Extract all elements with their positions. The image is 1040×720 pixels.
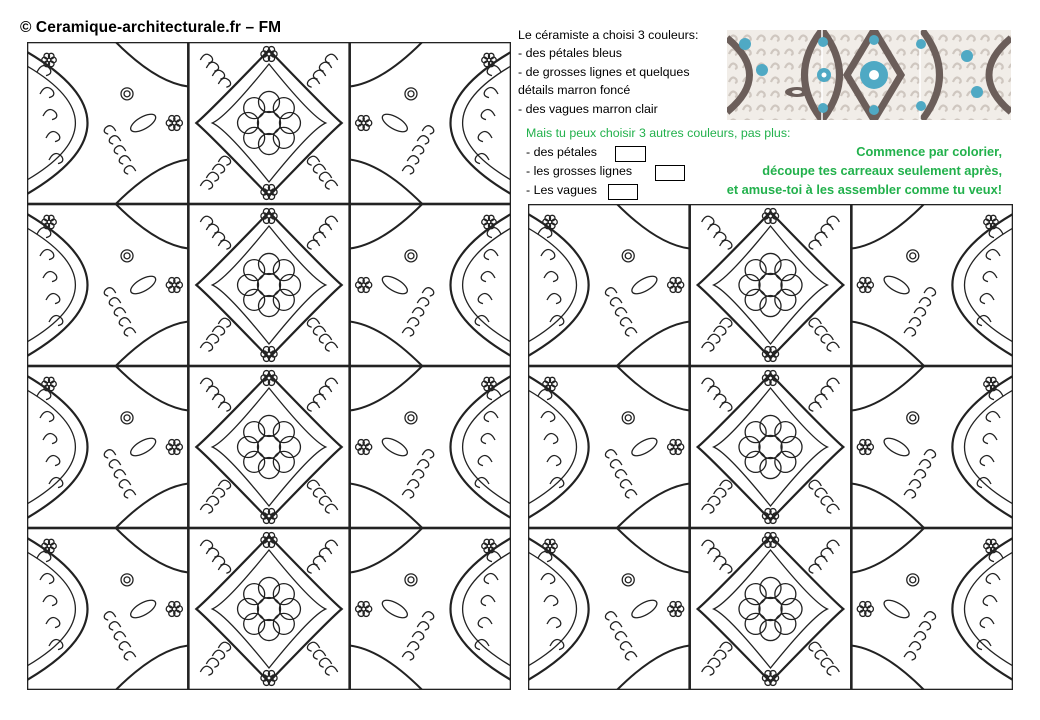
coloring-tile (851, 528, 1013, 690)
intro-line: Le céramiste a choisi 3 couleurs: (518, 28, 699, 42)
tile-grid-left (27, 42, 511, 690)
coloring-tile (189, 367, 349, 528)
petals-label: - des pétales (526, 145, 597, 159)
intro-line: détails marron foncé (518, 83, 631, 98)
instruction-line: Commence par colorier, (856, 144, 1002, 159)
coloring-tile (189, 43, 349, 204)
intro-line: - de grosses lignes et quelques (518, 64, 690, 79)
coloring-tile (27, 528, 188, 690)
coloring-tile (528, 366, 690, 528)
coloring-tile (350, 528, 511, 690)
choose-title: Mais tu peux choisir 3 autres couleurs, pas plus: (526, 126, 791, 140)
lines-label: - les grosses lignes (526, 164, 633, 178)
coloring-tile (528, 528, 690, 690)
instruction-line: et amuse-toi à les assembler comme tu veux! (726, 182, 1002, 197)
lines-color-box[interactable] (655, 165, 685, 181)
coloring-tile (27, 366, 188, 528)
coloring-tile (690, 529, 851, 690)
coloring-tile (690, 367, 851, 528)
coloring-tile (690, 205, 851, 366)
instruction-line: découpe tes carreaux seulement après, (762, 163, 1002, 178)
colored-tile-illustration (727, 30, 1011, 120)
copyright-title: © Ceramique-architecturale.fr – FM (20, 19, 282, 36)
coloring-tile (350, 204, 511, 366)
coloring-tile (528, 204, 690, 366)
tile-grid-right (528, 204, 1013, 690)
coloring-tile (189, 529, 349, 690)
coloring-tile (189, 205, 349, 366)
coloring-tile (350, 42, 511, 204)
coloring-tile (27, 204, 188, 366)
waves-color-box[interactable] (608, 184, 638, 200)
coloring-tile (27, 42, 188, 204)
original-tile-photo (727, 30, 1011, 120)
intro-line: - des vagues marron clair (518, 101, 658, 116)
coloring-tiles-right (528, 204, 1013, 690)
coloring-tile (851, 366, 1013, 528)
coloring-tile (350, 366, 511, 528)
instructions-text (727, 142, 1002, 199)
waves-label: - Les vagues (526, 183, 597, 197)
intro-line: - des pétales bleus (518, 46, 623, 61)
coloring-tiles-left (27, 42, 511, 690)
intro-text (518, 26, 728, 118)
coloring-tile (851, 204, 1013, 366)
petals-color-box[interactable] (615, 146, 646, 162)
